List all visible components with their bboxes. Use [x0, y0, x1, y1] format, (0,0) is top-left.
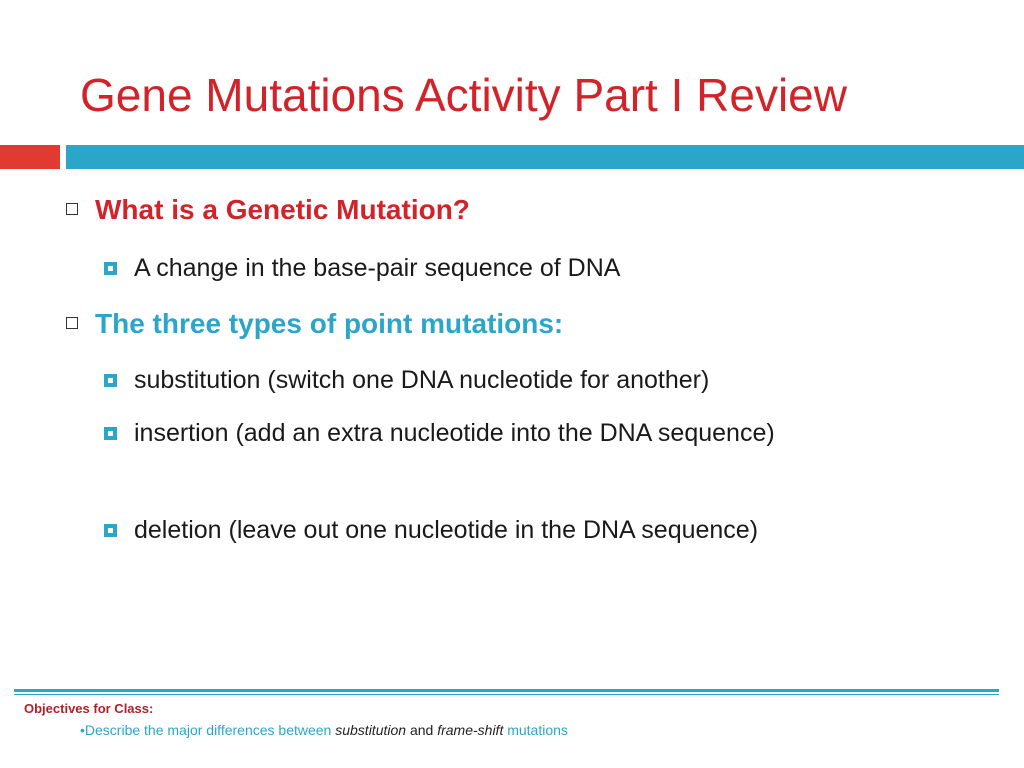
sub-bullet-deletion — [104, 510, 964, 550]
hollow-square-bullet-icon — [66, 317, 78, 329]
sub-bullet-substitution — [104, 360, 964, 400]
bullet-types — [66, 308, 563, 340]
sub-bullet-definition — [104, 248, 964, 288]
objective-item — [80, 722, 568, 738]
sub-bullet-text: deletion (leave out one nucleotide in the DNA sequence) — [134, 516, 759, 544]
bullet-question-text: What is a Genetic Mutation? — [95, 194, 470, 225]
footer-divider-thin — [14, 694, 999, 695]
square-bullet-icon — [104, 262, 117, 275]
objective-term-frameshift: frame-shift — [437, 722, 504, 738]
objective-bullet: • — [80, 722, 85, 738]
footer-divider-thick — [14, 689, 999, 692]
hollow-square-bullet-icon — [66, 203, 78, 215]
objective-text-mid: and — [406, 722, 438, 738]
square-bullet-icon — [104, 524, 117, 537]
sub-bullet-text: insertion (add an extra nucleotide into the DNA sequence) — [134, 419, 775, 447]
sub-bullet-text: A change in the base-pair sequence of DNA — [134, 254, 621, 282]
bullet-types-text: The three types of point mutations: — [95, 308, 564, 339]
title-accent-bar-red — [0, 145, 60, 169]
sub-bullet-text: substitution (switch one DNA nucleotide for another) — [134, 366, 710, 394]
sub-bullet-insertion — [104, 413, 864, 453]
objectives-heading: Objectives for Class: — [24, 701, 154, 716]
square-bullet-icon — [104, 374, 117, 387]
objective-term-substitution: substitution — [335, 722, 407, 738]
objective-text-pre: Describe the major differences between — [84, 722, 336, 738]
square-bullet-icon — [104, 427, 117, 440]
slide-title: Gene Mutations Activity Part I Review — [80, 69, 847, 121]
bullet-question — [66, 194, 470, 226]
title-accent-bar-teal — [66, 145, 1024, 169]
objective-text-post: mutations — [503, 722, 568, 738]
